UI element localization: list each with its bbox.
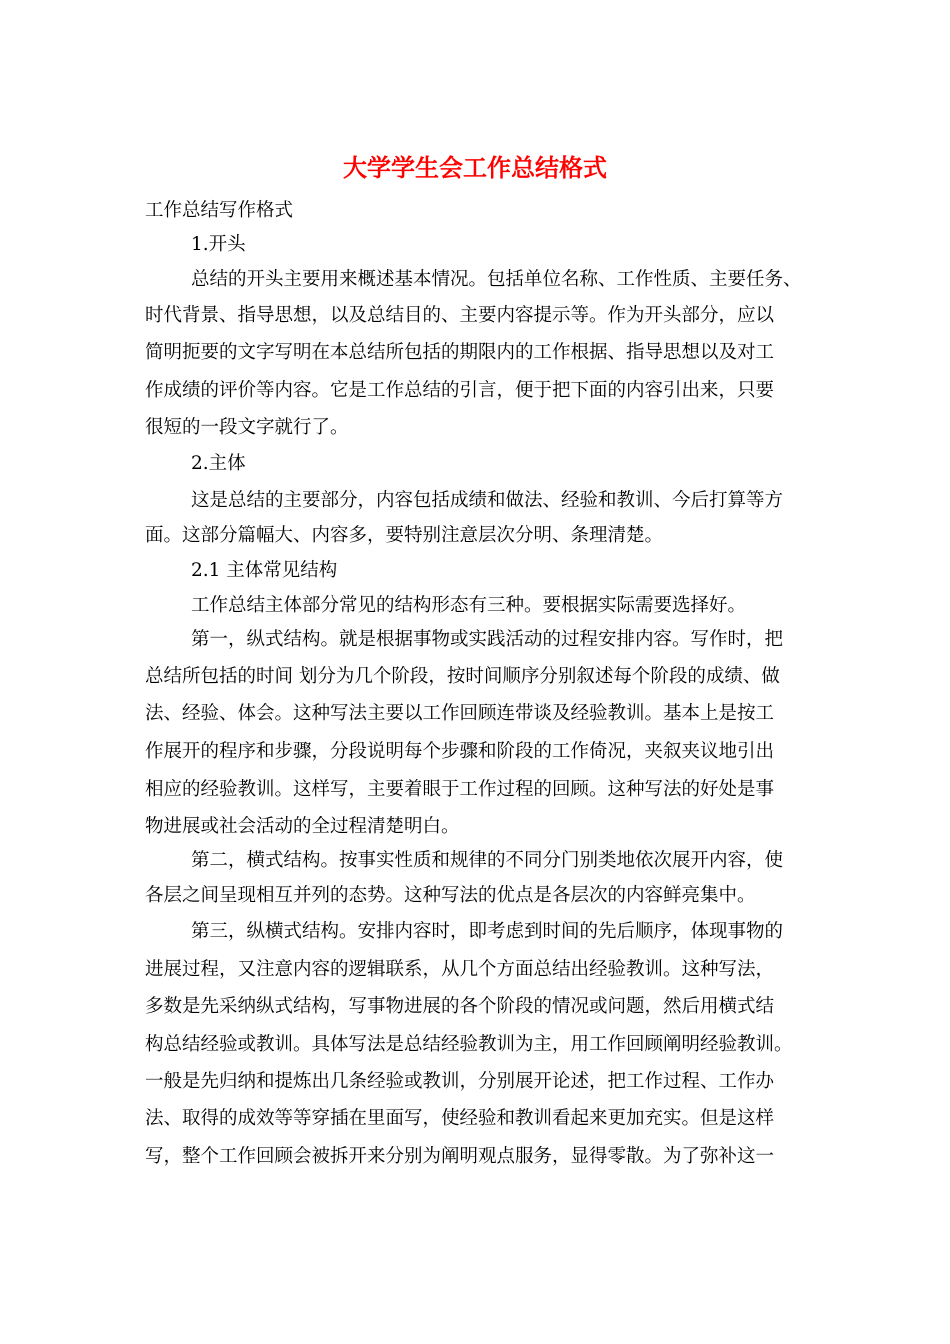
body-line: 第一，纵式结构。就是根据事物或实践活动的过程安排内容。写作时，把	[191, 629, 784, 650]
body-line: 构总结经验或教训。具体写法是总结经验教训为主，用工作回顾阐明经验教训。	[145, 1034, 793, 1055]
body-line: 法、经验、体会。这种写法主要以工作回顾连带谈及经验教训。基本上是按工	[145, 703, 775, 724]
body-line: 面。这部分篇幅大、内容多，要特别注意层次分明、条理清楚。	[145, 525, 664, 546]
body-line: 简明扼要的文字写明在本总结所包括的期限内的工作根据、指导思想以及对工	[145, 342, 775, 363]
body-line: 工作总结主体部分常见的结构形态有三种。要根据实际需要选择好。	[191, 595, 747, 616]
section-heading: 2.1 主体常见结构	[191, 560, 338, 581]
section-heading: 2.主体	[191, 453, 246, 474]
body-line: 相应的经验教训。这样写，主要着眼于工作过程的回顾。这种写法的好处是事	[145, 779, 775, 800]
body-line: 很短的一段文字就行了。	[145, 417, 349, 438]
body-line: 作展开的程序和步骤，分段说明每个步骤和阶段的工作倚况，夹叙夹议地引出	[145, 741, 775, 762]
body-line: 这是总结的主要部分，内容包括成绩和做法、经验和教训、今后打算等方	[191, 490, 784, 511]
body-line: 物进展或社会活动的全过程清楚明白。	[145, 816, 460, 837]
body-line: 工作总结写作格式	[145, 200, 294, 221]
section-heading: 1.开头	[191, 234, 246, 255]
body-line: 一般是先归纳和提炼出几条经验或教训，分别展开论述，把工作过程、工作办	[145, 1071, 775, 1092]
body-line: 第二，横式结构。按事实性质和规律的不同分门别类地依次展开内容，使	[191, 850, 784, 871]
body-line: 法、取得的成效等等穿插在里面写，使经验和教训看起来更加充实。但是这样	[145, 1108, 775, 1129]
body-line: 作成绩的评价等内容。它是工作总结的引言，便于把下面的内容引出来，只要	[145, 380, 775, 401]
document-title: 大学学生会工作总结格式	[343, 153, 607, 182]
body-line: 写，整个工作回顾会被拆开来分别为阐明观点服务，显得零散。为了弥补这一	[145, 1146, 775, 1167]
body-line: 时代背景、指导思想，以及总结目的、主要内容提示等。作为开头部分，应以	[145, 305, 775, 326]
body-line: 第三，纵横式结构。安排内容时，即考虑到时间的先后顺序，体现事物的	[191, 921, 784, 942]
body-line: 各层之间呈现相互并列的态势。这种写法的优点是各层次的内容鲜亮集中。	[145, 885, 756, 906]
body-line: 总结所包括的时间 划分为几个阶段，按时间顺序分别叙述每个阶段的成绩、做	[145, 666, 780, 687]
body-line: 总结的开头主要用来概述基本情况。包括单位名称、工作性质、主要任务、	[191, 269, 802, 290]
body-line: 多数是先采纳纵式结构，写事物进展的各个阶段的情况或问题，然后用横式结	[145, 996, 775, 1017]
body-line: 进展过程，又注意内容的逻辑联系，从几个方面总结出经验教训。这种写法，	[145, 959, 775, 980]
